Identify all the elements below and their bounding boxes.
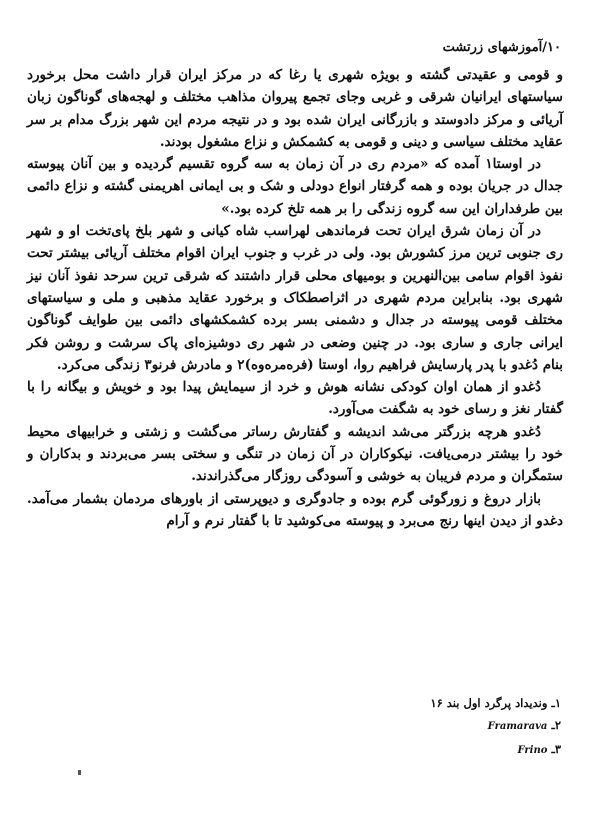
footnote bbox=[261, 714, 561, 738]
paragraph: و قومی و عقیدتی گشته و بویژه شهری یا رغا که در مرکز ایران قرار داشت محل برخورد سیاستهای ایرانیان شرقی و غربی وجای تجمع پیروان مذاهب مختلف و لهجه‌های گوناگون زبان آریائی و مرکز دادوستد و بازرگانی ایران شده بود و در نتیجه مردم این شهر بزرگ مدام بر سر عقاید مختلف سیاسی و دینی و قومی به کشمکش و نزاع مشغول بودند. bbox=[27, 67, 563, 150]
footnotes bbox=[261, 692, 561, 762]
paragraph: بازار دروغ و زورگوئی گرم بوده و جادوگری و دیوپرستی از باورهای مردمان بشمار می‌آمد. دغدو از دیدن اینها رنج می‌برد و پیوسته می‌کوشید تا با گفتار نرم و آرام bbox=[27, 490, 563, 529]
paragraph: دُغدو هرچه بزرگتر می‌شد اندیشه و گفتارش رساتر می‌گشت و زشتی و خرابیهای محیط خود را بیشتر درمی‌یافت. نیکوکاران در آن زمان در تنگی و سختی بسر می‌بردند و بدکاران و ستمگران و مردم فریبان به خوشی و آسودگی روزگار می‌گذراندند. bbox=[27, 423, 563, 485]
footnote-text: Frino bbox=[517, 745, 548, 756]
footnote bbox=[261, 738, 561, 762]
scan-speck bbox=[78, 770, 81, 775]
footnote-text: Framarava bbox=[487, 721, 548, 732]
page-header bbox=[443, 40, 561, 55]
footnote-marker: ۱ـ bbox=[551, 696, 561, 710]
footnote-text: وندیداد پرگرد اول بند ۱۶ bbox=[430, 696, 548, 710]
footnote bbox=[261, 692, 561, 714]
running-title: آموزشهای زرتشت bbox=[442, 40, 543, 55]
footnote-marker: ۳ـ bbox=[551, 742, 561, 756]
body-text bbox=[27, 64, 563, 532]
page-number: ۱۰ bbox=[547, 40, 561, 55]
paragraph: دُغدو از همان اوان کودکی نشانه هوش و خرد از سیمایش پیدا بود و خویش و بیگانه را با گفتار نغز و رسای خود به شگفت می‌آورد. bbox=[27, 379, 563, 418]
footnote-marker: ۲ـ bbox=[551, 718, 561, 732]
paragraph: در آن زمان شرق ایران تحت فرماندهی لهراسب شاه کیانی و شهر بلخ پای‌تخت او و شهر ری جنوبی ترین مرز کشورش بود. ولی در غرب و جنوب ایران اقوام مختلف آریائی بیشتر تحت نفوذ اقوام سامی بین‌النهرین و بومیهای محلی قرار داشتند که شرقی ترین سرحد نفوذ آنان نیز شهری بود. بنابراین مردم شهری در اثراصطکاک و برخورد عقاید مذهبی و ملی و سیاستهای مختلف قومی پیوسته در جدال و دشمنی بسر برده کشمکشهای دائمی بین طوایف گوناگون ایرانی جاری و ساری بود. در چنین وضعی در شهر ری دوشیزه‌ای پاک سرشت و روشن فکر بنام دُغدو با پدر پارسایش فراهیم روا، اوستا (فره‌مره‌وه)۲ و مادرش فرنو۳ زندگی می‌کرد. bbox=[27, 223, 563, 373]
paragraph: در اوستا۱ آمده که «مردم ری در آن زمان به سه گروه تقسیم گردیده و بین آنان پیوسته جدال در جریان بوده و همه گرفتار انواع دودلی و شک و بی ایمانی اهریمنی گشته و نزاع دائمی بین طرفداران این سه گروه زندگی را بر همه تلخ کرده بود.» bbox=[27, 156, 563, 217]
page-header-separator: / bbox=[542, 40, 548, 55]
